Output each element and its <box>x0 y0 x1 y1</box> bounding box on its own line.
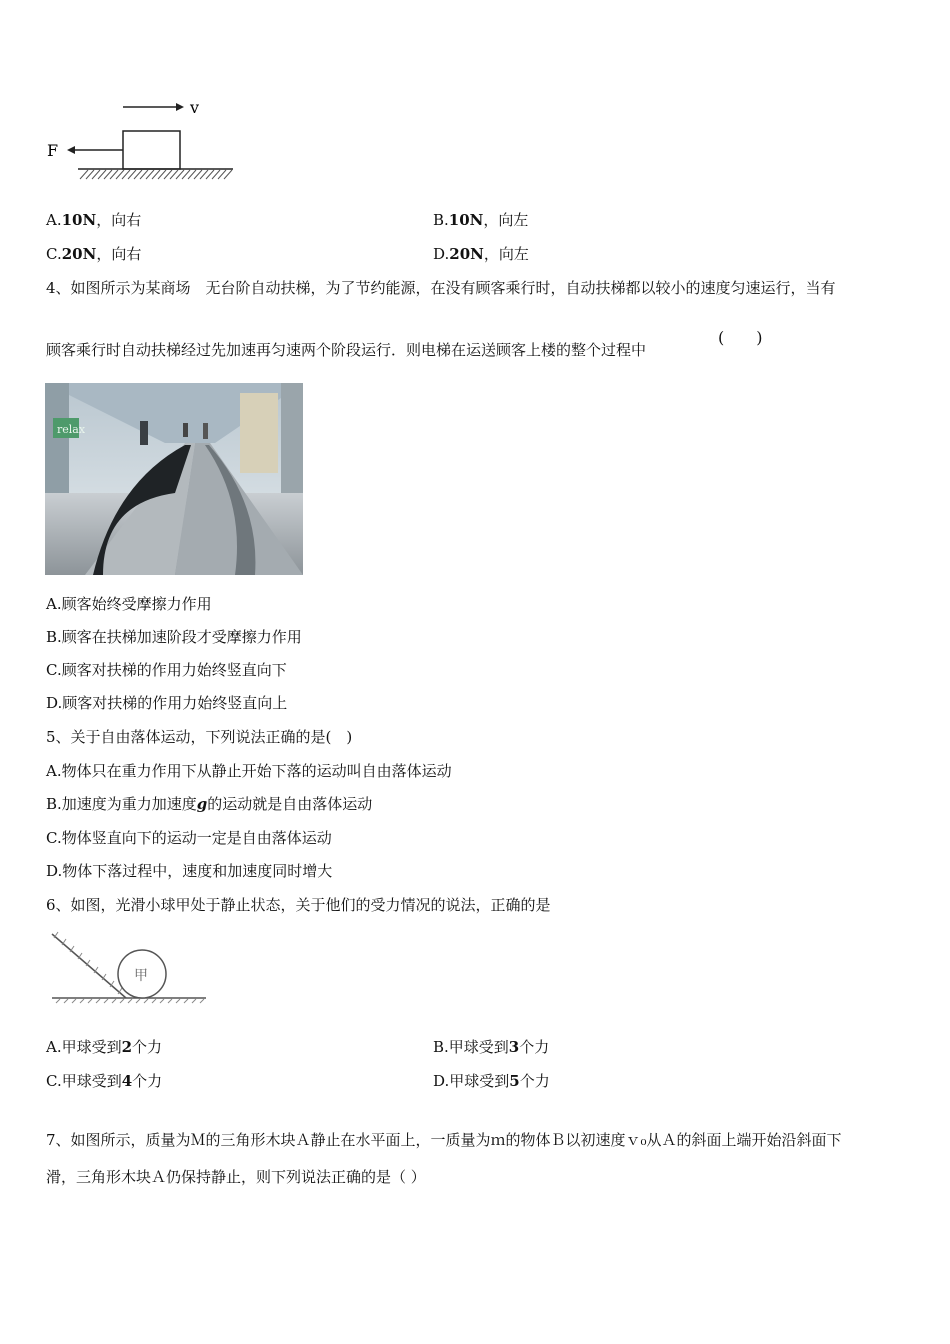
option-text: B.甲球受到 <box>433 1038 509 1056</box>
option-text: 个力 <box>519 1038 550 1056</box>
q3-option-c <box>46 244 141 264</box>
q3-option-b <box>433 210 528 230</box>
q3-option-d <box>433 244 529 264</box>
option-value: 10N <box>61 211 97 229</box>
incline-wall <box>52 932 126 998</box>
option-text: 个力 <box>519 1072 550 1090</box>
option-text: C.甲球受到 <box>46 1072 122 1090</box>
option-letter: D. <box>433 245 450 263</box>
option-value: 20N <box>61 245 97 263</box>
q6-option-b <box>433 1037 549 1057</box>
option-number: 2 <box>121 1038 133 1056</box>
option-letter: C. <box>46 245 62 263</box>
q4-option-c: C.顾客对扶梯的作用力始终竖直向下 <box>46 661 287 679</box>
traveler-figure <box>140 421 148 445</box>
q5-option-c: C.物体竖直向下的运动一定是自由落体运动 <box>46 829 332 847</box>
q4-option-d: D.顾客对扶梯的作用力始终竖直向上 <box>46 694 288 712</box>
option-direction: ，向左 <box>483 211 529 229</box>
force-label: F <box>47 141 59 160</box>
option-text: 个力 <box>132 1038 163 1056</box>
option-letter: A. <box>46 211 62 229</box>
q4-answer-blank: ( ) <box>718 328 763 347</box>
q6-ball-diagram <box>48 928 210 1004</box>
q7-stem-line1: 7、如图所示，质量为Ｍ的三角形木块Ａ静止在水平面上，一质量为ｍ的物体Ｂ以初速度ｖ₀从Ａ的斜面上端开始沿斜面下 <box>46 1131 842 1149</box>
velocity-arrow <box>123 103 184 111</box>
q4-option-a: A.顾客始终受摩擦力作用 <box>46 595 212 613</box>
option-text: A.甲球受到 <box>46 1038 122 1056</box>
q5-option-d: D.物体下落过程中，速度和加速度同时增大 <box>46 862 333 880</box>
floor-hatching <box>52 998 206 1003</box>
option-number: 5 <box>509 1072 520 1090</box>
q4-option-b: B.顾客在扶梯加速阶段才受摩擦力作用 <box>46 628 302 646</box>
ground-hatching <box>78 169 233 179</box>
option-text: D.甲球受到 <box>433 1072 510 1090</box>
ad-panel <box>240 393 278 473</box>
q5-option-b <box>46 794 372 814</box>
q5-option-a: A.物体只在重力作用下从静止开始下落的运动叫自由落体运动 <box>46 762 452 780</box>
walkway-photo <box>45 383 303 575</box>
q6-stem: 6、如图，光滑小球甲处于静止状态，关于他们的受力情况的说法，正确的是 <box>46 896 551 914</box>
q3-force-diagram <box>40 92 250 187</box>
q7-stem-line2: 滑，三角形木块Ａ仍保持静止，则下列说法正确的是（ ） <box>46 1168 426 1186</box>
option-value: 10N <box>448 211 484 229</box>
q5-stem: 5、关于自由落体运动，下列说法正确的是( ) <box>46 728 353 746</box>
option-number: 3 <box>508 1038 520 1056</box>
q3-option-a <box>46 210 141 230</box>
block <box>123 131 180 169</box>
q4-stem-line1: 4、如图所示为某商场 无台阶自动扶梯，为了节约能源，在没有顾客乘行时，自动扶梯都以较小的速度匀速运行，当有 <box>46 279 836 297</box>
option-letter: B. <box>433 211 449 229</box>
velocity-label: v <box>190 98 200 117</box>
ball-label: 甲 <box>134 968 148 984</box>
gravity-symbol: g <box>196 795 208 813</box>
option-text: 个力 <box>132 1072 163 1090</box>
q6-option-a <box>46 1037 162 1057</box>
force-arrow <box>67 146 123 154</box>
sign-text: relax <box>57 423 86 436</box>
option-number: 4 <box>121 1072 133 1090</box>
option-value: 20N <box>449 245 484 263</box>
option-text: B.加速度为重力加速度 <box>46 795 197 813</box>
q6-option-c <box>46 1071 162 1091</box>
option-text: 的运动就是自由落体运动 <box>207 795 373 813</box>
option-direction: ，向左 <box>483 245 529 263</box>
option-direction: ，向右 <box>96 211 142 229</box>
q6-option-d <box>433 1071 550 1091</box>
option-direction: ，向右 <box>96 245 142 263</box>
q4-stem-line2: 顾客乘行时自动扶梯经过先加速再匀速两个阶段运行．则电梯在运送顾客上楼的整个过程中 <box>46 341 647 359</box>
